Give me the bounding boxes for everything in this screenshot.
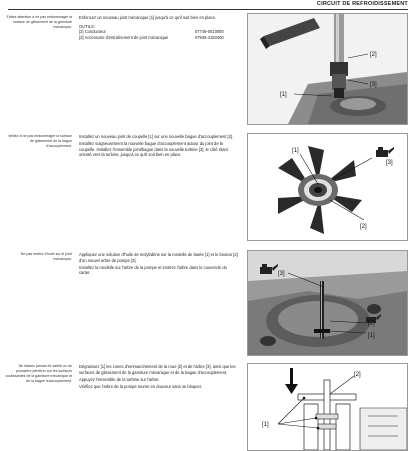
tool-name: [3] Accessoire d'entraînement de joint mécanique [79, 34, 169, 40]
impeller-illustration [248, 134, 407, 240]
callout-label: [1] [280, 92, 287, 98]
tools-block [79, 24, 239, 41]
header-rule [8, 9, 408, 10]
section-body [79, 134, 239, 159]
figure-seal-driver [247, 13, 408, 125]
callout-label: [2] [360, 224, 367, 230]
body-paragraph: Appliquez une solution d'huile de molybdène sur la rondelle de butée [1] et le bouton [2] d'un nouvel arbre de pompe [3]. [79, 252, 238, 263]
section-note: Faites attention à ne pas endommager la surface de glissement de la garniture mécanique. [6, 15, 72, 29]
section-3 [0, 249, 416, 355]
section-1 [0, 12, 416, 124]
figure-impeller [247, 133, 408, 241]
callout-label: [1] [292, 148, 299, 154]
tools-title: OUTILS: [79, 23, 95, 29]
callout-label: [3] [370, 82, 377, 88]
figure-turbine-assembly [247, 363, 408, 451]
section-note: Veillez à ne pas endommager la surface de glissement de la bague d'accouplement. [8, 134, 72, 148]
callout-label: [1] [262, 422, 269, 428]
tool-code: 07749-0010000 [195, 29, 224, 35]
section-2 [0, 133, 416, 241]
body-paragraph: Vérifiez que l'arbre de la pompe tourne en douceur sans se bloquer. [79, 383, 202, 389]
turbine-assembly-illustration [248, 364, 407, 450]
callout-label: [3] [386, 160, 393, 166]
body-paragraph: Installez la rondelle sur l'arbre de la pompe et insérez l'arbre dans le couvercle du carter. [79, 264, 227, 276]
seal-driver-illustration [248, 14, 407, 124]
section-note: Ne laissez jamais de saleté ou de poussière pénétrer sur les surfaces coulissantes de la garniture mécanique et de la bague d'accouplement. [5, 364, 72, 383]
section-note: Ne pas mettre d'huile sur le joint mécanique. [20, 252, 72, 261]
callout-label: [3] [278, 271, 285, 277]
pump-shaft-illustration [248, 251, 407, 355]
body-paragraph: Dégraissez [1] les zones d'emmanchement de la roue [2] et de l'arbre [3], ainsi que les surfaces de glissement de la garniture mécanique et de la bague d'accouplement. [79, 364, 236, 375]
section-body [79, 15, 239, 40]
callout-label: [2] [370, 52, 377, 58]
body-paragraph: Enfoncez un nouveau joint mécanique [1] jusqu'à ce qu'il soit bien en place. [79, 15, 216, 20]
figure-pump-shaft [247, 250, 408, 356]
body-paragraph: Appuyez l'ensemble de la turbine sur l'arbre. [79, 376, 160, 382]
section-4 [0, 363, 416, 450]
page-header [0, 0, 416, 10]
callout-label: [1] [368, 333, 375, 339]
tool-code: 07945-4150400 [195, 34, 224, 40]
body-paragraph: Installez soigneusement la nouvelle bague d'accouplement autour du joint de la coupelle. Installez l'ensemble joint/bague dans la nouvelle turbine [3], le côté étant orienté vers la turbine, jusqu'à ce qu'il soit bien en place. [79, 141, 228, 158]
tool-name: [2] Conducteur [79, 29, 106, 35]
callout-label: [2] [354, 372, 361, 378]
tool-line [79, 35, 239, 41]
section-body [79, 364, 239, 391]
section-body [79, 252, 239, 277]
header-title: CIRCUIT DE REFROIDISSEMENT [316, 1, 408, 7]
callout-label: [2] [368, 321, 375, 327]
body-paragraph: Installez un nouveau joint de coupelle [1] sur une nouvelle bague d'accouplement [2]. [79, 134, 234, 139]
